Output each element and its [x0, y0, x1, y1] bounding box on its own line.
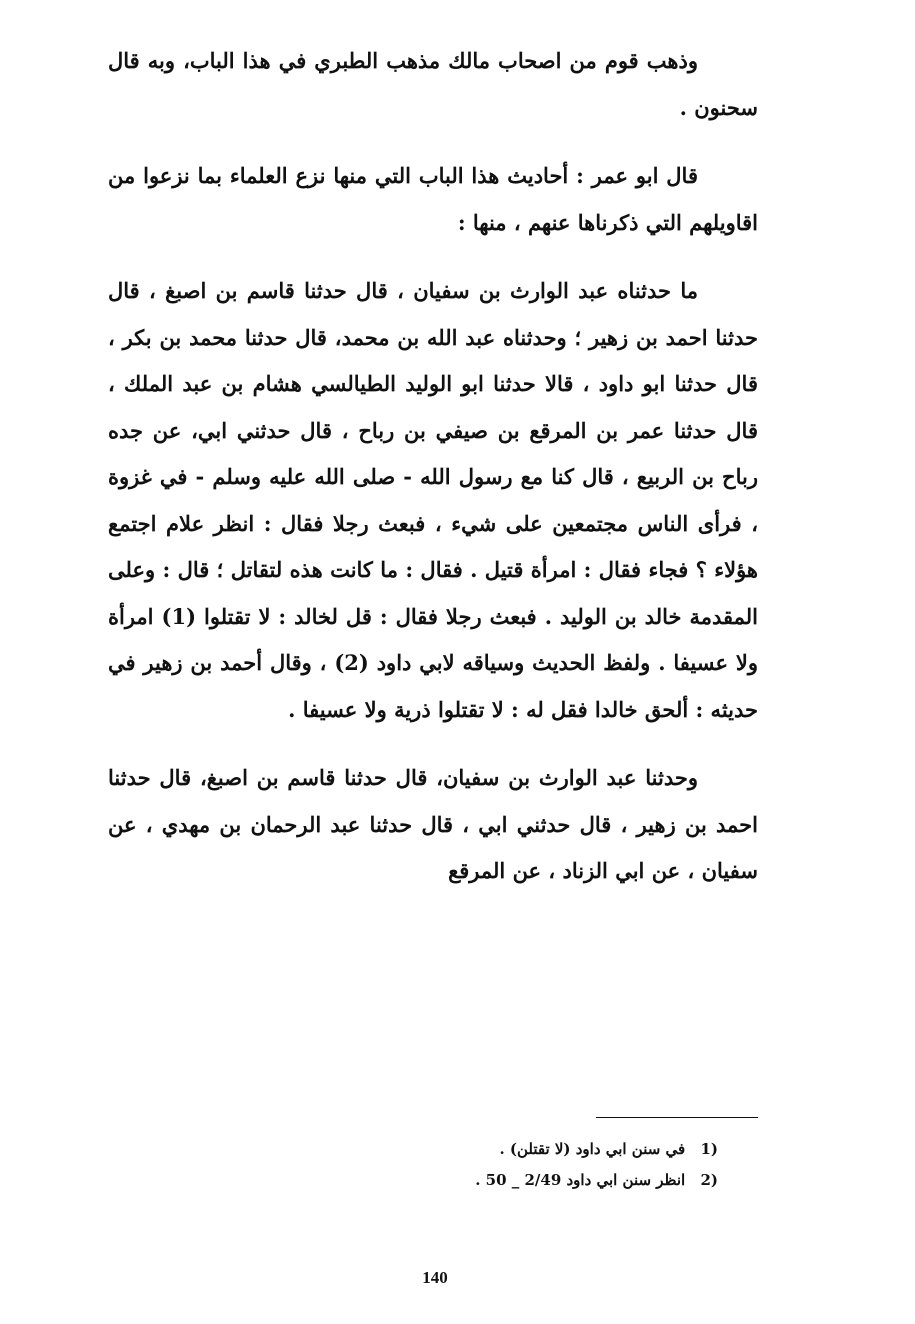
paragraph-4: وحدثنا عبد الوارث بن سفيان، قال حدثنا قاسم بن اصبغ، قال حدثنا احمد بن زهير ، قال حدثني ابي ، قال حدثنا عبد الرحمان بن مهدي ، عن سفيان ، عن ابي الزناد ، عن المرقع: [108, 765, 758, 883]
footnote-1: [360, 1134, 718, 1165]
main-text: [108, 38, 758, 895]
footnote-text: انظر سنن ابي داود 2/49 _ 50 .: [475, 1171, 686, 1189]
footnote-2: [360, 1165, 718, 1196]
footnote-number: (2: [700, 1171, 718, 1189]
paragraph-1: وذهب قوم من اصحاب مالك مذهب الطبري في هذا الباب، وبه قال سحنون .: [108, 48, 758, 120]
paragraph-2: قال ابو عمر : أحاديث هذا الباب التي منها نزع العلماء بما نزعوا من اقاويلهم التي ذكرناها عنهم ، منها :: [108, 163, 758, 235]
footnote-divider: [596, 1117, 758, 1118]
footnote-number: (1: [700, 1140, 718, 1158]
page-number: 140: [422, 1268, 448, 1287]
footnote-text: في سنن ابي داود (لا تقتلن) .: [499, 1140, 686, 1158]
footnotes: [360, 1134, 718, 1196]
paragraph-3: ما حدثناه عبد الوارث بن سفيان ، قال حدثنا قاسم بن اصبغ ، قال حدثنا احمد بن زهير ؛ وحدثناه عبد الله بن محمد، قال حدثنا محمد بن بكر ، قال حدثنا ابو داود ، قالا حدثنا ابو الوليد الطيالسي هشام بن عبد الملك ، قال حدثنا عمر بن المرقع بن صيفي بن رباح ، قال حدثني ابي، عن جده رباح بن الربيع ، قال كنا مع رسول الله - صلى الله عليه وسلم - في غزوة ، فرأى الناس مجتمعين على شيء ، فبعث رجلا فقال : انظر علام اجتمع هؤلاء ؟ فجاء فقال : امرأة قتيل . فقال : ما كانت هذه لتقاتل ؛ قال : وعلى المقدمة خالد بن الوليد . فبعث رجلا فقال : قل لخالد : لا تقتلوا (1) امرأة ولا عسيفا . ولفظ الحديث وسياقه لابي داود (2) ، وقال أحمد بن زهير في حديثه : ألحق خالدا فقل له : لا تقتلوا ذرية ولا عسيفا .: [108, 278, 758, 722]
